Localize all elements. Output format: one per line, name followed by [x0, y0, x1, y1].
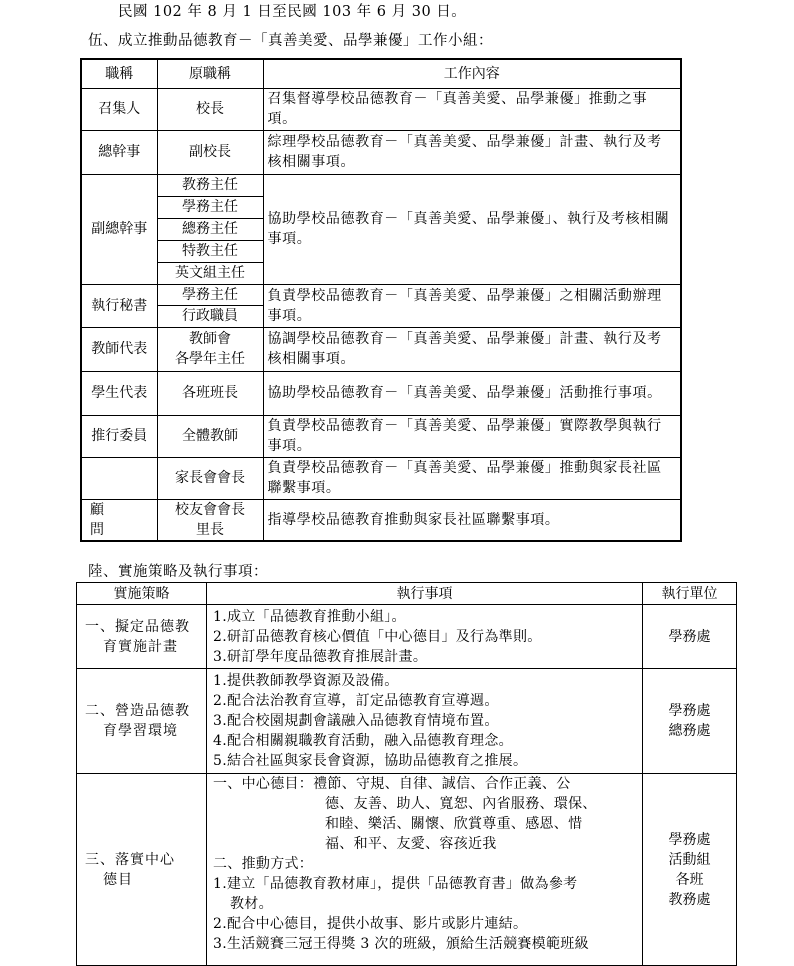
row-orig: 特教主任	[157, 240, 263, 262]
table-row	[77, 669, 737, 774]
strategy-line: 二、營造品德教	[85, 703, 190, 719]
row-work: 協助學校品德教育－「真善美愛、品學兼優」活動推行事項。	[263, 371, 681, 415]
list-item: 2.配合中心德目，提供小故事、影片或影片連結。	[213, 916, 528, 932]
table-row	[81, 499, 681, 541]
header-work: 工作內容	[263, 59, 681, 88]
virtue-line: 福、和平、友愛、容孩近我	[325, 836, 497, 852]
row-title: 教師代表	[81, 327, 157, 371]
strategy-cell	[77, 605, 207, 669]
row-orig: 學務主任	[157, 196, 263, 218]
table-header-row	[77, 583, 737, 605]
row-work: 協調學校品德教育－「真善美愛、品學兼優」計畫、執行及考核相關事項。	[263, 327, 681, 371]
table-row	[81, 327, 681, 371]
row-title: 副總幹事	[81, 174, 157, 284]
row-title: 學生代表	[81, 371, 157, 415]
row-work: 召集督導學校品德教育－「真善美愛、品學兼優」推動之事項。	[263, 88, 681, 130]
list-item: 1.提供教師教學資源及設備。	[213, 673, 399, 689]
unit-cell	[643, 605, 737, 669]
unit-line: 學務處	[668, 831, 711, 848]
orig-line: 各學年主任	[175, 351, 245, 367]
section6-heading: 陸、實施策略及執行事項：	[88, 564, 268, 580]
working-group-table	[80, 58, 682, 542]
date-range-line: 民國 102 年 8 月 1 日至民國 103 年 6 月 30 日。	[118, 4, 467, 20]
unit-line: 學務處	[668, 703, 711, 719]
row-work: 指導學校品德教育推動與家長社區聯繫事項。	[263, 499, 681, 541]
strategy-line: 德目	[103, 871, 133, 888]
strategy-line: 育實施計畫	[103, 638, 178, 655]
orig-line: 里長	[196, 521, 224, 538]
unit-line: 總務處	[668, 723, 711, 739]
table-row	[81, 88, 681, 130]
row-orig: 英文組主任	[157, 262, 263, 284]
header-unit: 執行單位	[643, 583, 737, 605]
items-cell	[207, 605, 643, 669]
row-orig: 副校長	[157, 130, 263, 174]
list-item: 2.研訂品德教育核心價值「中心德目」及行為準則。	[213, 628, 542, 645]
unit-line: 教務處	[668, 891, 711, 908]
items-cell	[207, 669, 643, 774]
row-orig: 家長會會長	[157, 457, 263, 499]
list-item: 3.生活競賽三冠王得獎 3 次的班級，頒給生活競賽模範班級	[213, 936, 589, 952]
row-title	[81, 457, 157, 499]
header-strategy: 實施策略	[77, 583, 207, 605]
table-row	[81, 174, 681, 196]
unit-cell	[643, 669, 737, 774]
list-item: 1.成立「品德教育推動小組」。	[213, 608, 406, 625]
row-work: 負責學校品德教育－「真善美愛、品學兼優」推動與家長社區聯繫事項。	[263, 457, 681, 499]
strategy-table	[76, 582, 737, 966]
table-row	[77, 774, 737, 966]
list-item: 1.建立「品德教育教材庫」，提供「品德教育書」做為參考	[213, 876, 578, 892]
row-title: 執行秘書	[81, 284, 157, 327]
header-items: 執行事項	[207, 583, 643, 605]
row-title: 推行委員	[81, 415, 157, 457]
row-work: 綜理學校品德教育－「真善美愛、品學兼優」計畫、執行及考核相關事項。	[263, 130, 681, 174]
row-orig	[157, 327, 263, 371]
row-title: 顧問	[81, 499, 157, 541]
table-row	[81, 284, 681, 305]
strategy-line: 育學習環境	[103, 723, 178, 739]
unit-line: 活動組	[668, 851, 711, 868]
list-item-cont: 教材。	[230, 896, 273, 912]
orig-line: 教師會	[189, 331, 231, 347]
table-row	[77, 605, 737, 669]
row-title: 總幹事	[81, 130, 157, 174]
table-header-row	[81, 59, 681, 88]
table-row	[81, 130, 681, 174]
row-orig: 總務主任	[157, 218, 263, 240]
unit-line: 學務處	[668, 628, 711, 645]
row-title: 召集人	[81, 88, 157, 130]
table-row	[81, 415, 681, 457]
unit-cell	[643, 774, 737, 966]
row-orig: 各班班長	[157, 371, 263, 415]
orig-line: 校友會會長	[175, 501, 245, 518]
list-item: 3.配合校園規劃會議融入品德教育情境布置。	[213, 713, 499, 729]
row-orig: 行政職員	[157, 305, 263, 327]
items-cell	[207, 774, 643, 966]
row-orig: 學務主任	[157, 284, 263, 305]
unit-line: 各班	[675, 871, 704, 888]
virtue-label: 一、中心德目：禮節、守規、自律、誠信、合作正義、公	[213, 776, 571, 792]
row-orig: 校長	[157, 88, 263, 130]
table-row	[81, 371, 681, 415]
row-work: 負責學校品德教育－「真善美愛、品學兼優」實際教學與執行事項。	[263, 415, 681, 457]
strategy-cell	[77, 669, 207, 774]
strategy-cell	[77, 774, 207, 966]
virtue-line: 和睦、樂活、關懷、欣賞尊重、感恩、惜	[325, 816, 583, 832]
strategy-line: 三、落實中心	[85, 851, 175, 868]
method-label: 二、推動方式：	[213, 856, 314, 872]
section5-heading: 伍、成立推動品德教育－「真善美愛、品學兼優」工作小組：	[88, 33, 493, 49]
header-orig-title: 原職稱	[157, 59, 263, 88]
list-item: 3.研訂學年度品德教育推展計畫。	[213, 648, 428, 665]
row-orig: 全體教師	[157, 415, 263, 457]
table-row	[81, 457, 681, 499]
header-title: 職稱	[81, 59, 157, 88]
list-item: 2.配合法治教育宣導，訂定品德教育宣導週。	[213, 693, 499, 709]
list-item: 4.配合相關親職教育活動，融入品德教育理念。	[213, 733, 513, 749]
list-item: 5.結合社區與家長會資源，協助品德教育之推展。	[213, 753, 528, 769]
row-orig: 教務主任	[157, 174, 263, 196]
virtue-line: 德、友善、助人、寬恕、內省服務、環保、	[325, 796, 597, 812]
row-work: 協助學校品德教育－「真善美愛、品學兼優」、執行及考核相關事項。	[263, 174, 681, 284]
strategy-line: 一、擬定品德教	[85, 618, 190, 635]
row-work: 負責學校品德教育－「真善美愛、品學兼優」之相關活動辦理事項。	[263, 284, 681, 327]
row-orig	[157, 499, 263, 541]
